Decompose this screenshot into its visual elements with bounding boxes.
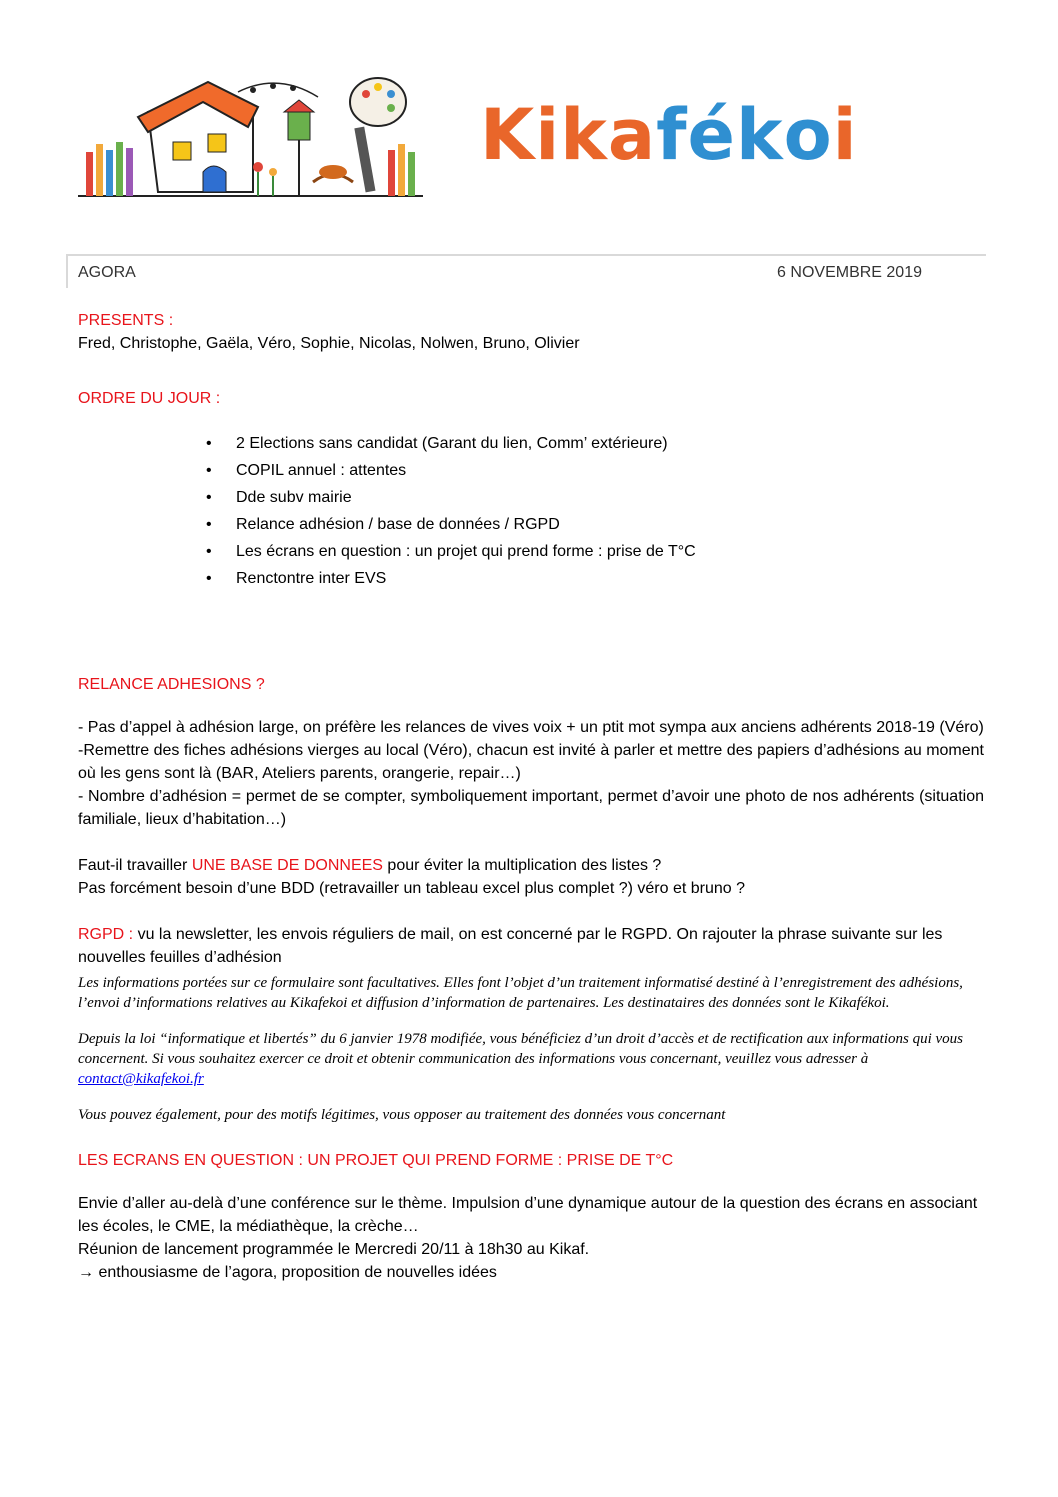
ecrans-paragraph-1: Envie d’aller au-delà d’une conférence sur le thème. Impulsion d’une dynamique autour de la question des écrans en associant les écoles, le CME, la médiathèque, la crèche… [78, 1195, 978, 1235]
meeting-date: 6 NOVEMBRE 2019 [777, 264, 922, 281]
relance-heading: RELANCE ADHESIONS ? [78, 676, 265, 693]
agenda-item: • Renctontre inter EVS [206, 565, 984, 592]
agenda-item: • Dde subv mairie [206, 484, 984, 511]
document-body [78, 312, 984, 1284]
bullet-icon: • [206, 516, 212, 533]
bullet-icon: • [206, 570, 212, 587]
meeting-info-bar [66, 254, 986, 288]
brand-letter: o [783, 94, 833, 176]
ecrans-paragraph-2: Réunion de lancement programmée le Mercredi 20/11 à 18h30 au Kikaf. [78, 1241, 590, 1258]
brand-letter: i [535, 94, 561, 176]
relance-paragraph-3: - Nombre d’adhésion = permet de se compter, symboliquement important, permet d’avoir une photo de nos adhérents (situation familiale, lieux d’habitation…) [78, 788, 984, 828]
rgpd-paragraph: RGPD : vu la newsletter, les envois réguliers de mail, on est concerné par le RGPD. On rajouter la phrase suivante sur les nouvelles feuilles d’adhésion [78, 926, 943, 966]
agenda-item: • Les écrans en question : un projet qui prend forme : prise de T°C [206, 538, 984, 565]
bullet-icon: • [206, 435, 212, 452]
agenda-heading: ORDRE DU JOUR : [78, 390, 221, 407]
brand-letter: k [560, 94, 608, 176]
agenda-list [78, 430, 984, 592]
legal-notice-3: Vous pouvez également, pour des motifs légitimes, vous opposer au traitement des données vous concernant [78, 1107, 726, 1123]
ecrans-heading: LES ECRANS EN QUESTION : UN PROJET QUI PREND FORME : PRISE DE T°C [78, 1152, 674, 1169]
relance-paragraph-1: - Pas d’appel à adhésion large, on préfère les relances de vives voix + un ptit mot sympa aux anciens adhérents 2018-19 (Véro) [78, 719, 984, 736]
agenda-item: • 2 Elections sans candidat (Garant du lien, Comm’ extérieure) [206, 430, 984, 457]
agenda-item: • Relance adhésion / base de données / RGPD [206, 511, 984, 538]
rgpd-label: RGPD : [78, 926, 134, 943]
contact-email-link[interactable]: contact@kikafekoi.fr [78, 1071, 204, 1087]
brand-letter: é [687, 94, 737, 176]
brand-title [480, 94, 858, 176]
brand-letter: K [480, 94, 536, 176]
kikafekoi-logo-illustration [78, 72, 423, 202]
bdd-question: Faut-il travailler UNE BASE DE DONNEES pour éviter la multiplication des listes ? [78, 857, 662, 874]
legal-notice-1: Les informations portées sur ce formulaire sont facultatives. Elles font l’objet d’un traitement informatisé destiné à l’enregistrement des adhésions, l’envoi d’informations relatives au Kikafekoi et diffusion d’information de partenaires. Les destinataires des données sont le Kikafékoi. [78, 975, 963, 1011]
page-header [0, 0, 1058, 240]
bullet-icon: • [206, 489, 212, 506]
brand-letter: i [832, 94, 858, 176]
bullet-icon: • [206, 543, 212, 560]
brand-letter: f [656, 94, 688, 176]
bullet-icon: • [206, 462, 212, 479]
presents-heading: PRESENTS : [78, 312, 174, 329]
bdd-highlight: UNE BASE DE DONNEES [191, 857, 383, 874]
ecrans-paragraph-3: → enthousiasme de l’agora, proposition de nouvelles idées [78, 1264, 497, 1281]
presents-names: Fred, Christophe, Gaëla, Véro, Sophie, Nicolas, Nolwen, Bruno, Olivier [78, 335, 580, 352]
bdd-answer: Pas forcément besoin d’une BDD (retravailler un tableau excel plus complet ?) véro et bruno ? [78, 880, 746, 897]
legal-notice-2: Depuis la loi “informatique et libertés” du 6 janvier 1978 modifiée, vous bénéficiez d’un droit d’accès et de rectification aux informations qui vous concernent. Si vous souhaitez exercer ce droit et obtenir communication des informations vous concernant, veuillez vous adresser à contact@kikafekoi.fr [78, 1031, 964, 1087]
meeting-type: AGORA [78, 264, 136, 281]
agenda-item: • COPIL annuel : attentes [206, 457, 984, 484]
relance-paragraph-2: -Remettre des fiches adhésions vierges au local (Véro), chacun est invité à parler et mettre des papiers d’adhésions au moment où les gens sont là (BAR, Ateliers parents, orangerie, repair…) [78, 742, 984, 782]
brand-letter: a [607, 94, 657, 176]
brand-letter: k [736, 94, 784, 176]
